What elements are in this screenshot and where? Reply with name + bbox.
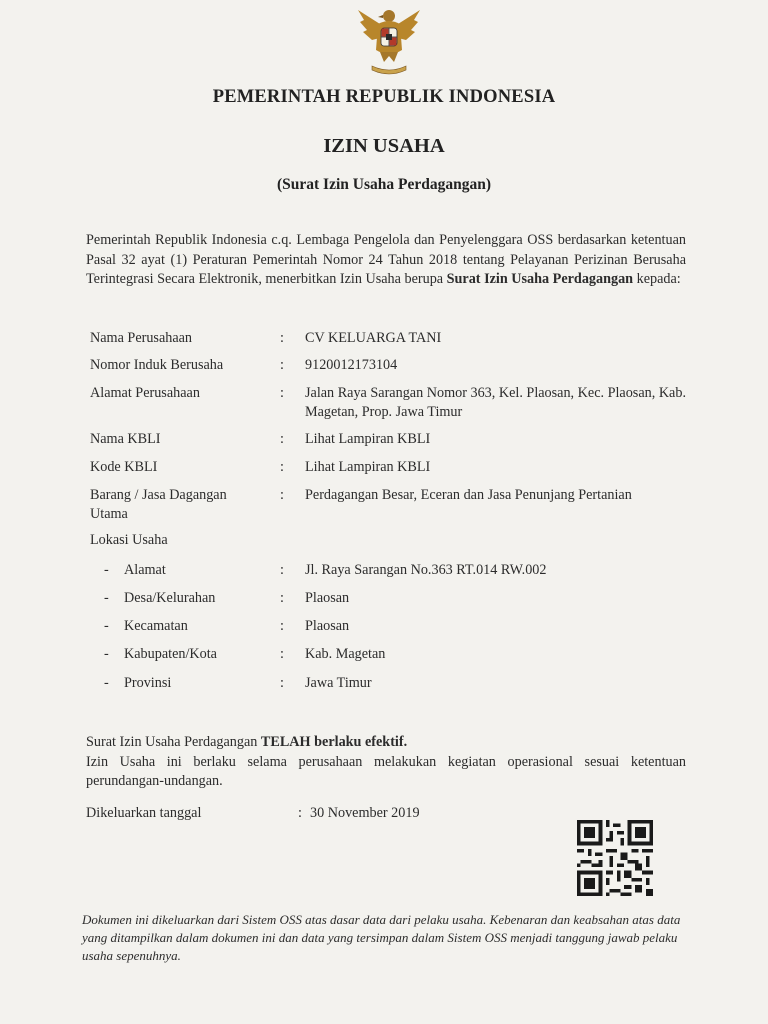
field-value: 9120012173104 xyxy=(305,357,398,373)
effective-text: Izin Usaha ini berlaku selama perusahaan melakukan kegiatan operasional sesuai ketentuan perundangan-undangan. xyxy=(86,753,686,789)
disclaimer-note: Dokumen ini dikeluarkan dari Sistem OSS atas dasar data dari pelaku usaha. Kebenaran dan keabsahan atas data yang ditampilkan dalam dokumen ini dan data yang tersimpan dalam Sistem OSS menjadi tanggung jawab pelaku usaha sepenuhnya. xyxy=(82,912,681,963)
field-value: Perdagangan Besar, Eceran dan Jasa Penunjang Pertanian xyxy=(305,487,632,503)
lokasi-usaha-label: Lokasi Usaha xyxy=(90,532,168,548)
issued-date-label: Dikeluarkan tanggal xyxy=(86,805,202,821)
effective-bold: TELAH berlaku efektif. xyxy=(260,734,408,750)
field-colon: : xyxy=(280,357,284,373)
field-value: CV KELUARGA TANI xyxy=(305,330,442,346)
intro-text: Pemerintah Republik Indonesia c.q. Lembaga Pengelola dan Penyelenggara OSS berdasarkan ketentuan Pasal 32 ayat (1) Peraturan Pemerintah Nomor 24 Tahun 2018 tentang Pelayanan Perizinan Berusaha Terintegrasi Secara Elektronik, menerbitkan Izin Usaha berupa xyxy=(86,232,686,287)
field-label: Nomor Induk Berusaha xyxy=(90,357,224,373)
field-label: Nama KBLI xyxy=(90,431,161,447)
field-colon: : xyxy=(280,385,284,401)
field-label: Kode KBLI xyxy=(90,459,158,475)
document-title: IZIN USAHA xyxy=(323,135,445,157)
field-colon: : xyxy=(280,618,284,634)
garuda-emblem-icon xyxy=(350,4,428,78)
intro-bold-text: Surat Izin Usaha Perdagangan xyxy=(446,271,634,287)
field-label: Nama Perusahaan xyxy=(90,330,193,346)
field-colon: : xyxy=(280,675,284,691)
location-value: Plaosan xyxy=(305,590,350,606)
location-label: Alamat xyxy=(124,562,166,578)
field-colon: : xyxy=(280,459,284,475)
field-colon: : xyxy=(280,330,284,346)
field-label: Barang / Jasa Dagangan Utama xyxy=(90,487,227,522)
intro-paragraph xyxy=(86,231,686,290)
effective-statement xyxy=(86,733,686,792)
list-dash: - xyxy=(104,562,109,578)
list-dash: - xyxy=(104,590,109,606)
location-value: Jl. Raya Sarangan No.363 RT.014 RW.002 xyxy=(305,562,547,578)
location-label: Provinsi xyxy=(124,675,172,691)
issued-date-value: 30 November 2019 xyxy=(310,805,420,821)
location-label: Kecamatan xyxy=(124,618,188,634)
field-colon: : xyxy=(280,487,284,503)
list-dash: - xyxy=(104,675,109,691)
location-label: Kabupaten/Kota xyxy=(124,646,217,662)
field-colon: : xyxy=(280,562,284,578)
location-label: Desa/Kelurahan xyxy=(124,590,216,606)
list-dash: - xyxy=(104,618,109,634)
field-colon: : xyxy=(280,590,284,606)
location-value: Kab. Magetan xyxy=(305,646,386,662)
field-value: Lihat Lampiran KBLI xyxy=(305,459,431,475)
issued-date-colon: : xyxy=(298,805,302,821)
location-value: Plaosan xyxy=(305,618,350,634)
effective-prefix: Surat Izin Usaha Perdagangan xyxy=(86,734,261,750)
field-label: Alamat Perusahaan xyxy=(90,385,200,401)
field-colon: : xyxy=(280,646,284,662)
field-value: Lihat Lampiran KBLI xyxy=(305,431,431,447)
qr-code-icon xyxy=(574,820,656,896)
location-value: Jawa Timur xyxy=(305,675,372,691)
intro-suffix: kepada: xyxy=(633,271,681,287)
field-colon: : xyxy=(280,431,284,447)
government-title: PEMERINTAH REPUBLIK INDONESIA xyxy=(212,87,556,107)
list-dash: - xyxy=(104,646,109,662)
document-subtitle: (Surat Izin Usaha Perdagangan) xyxy=(276,176,491,193)
field-value: Jalan Raya Sarangan Nomor 363, Kel. Plaosan, Kec. Plaosan, Kab. Magetan, Prop. Jawa Timur xyxy=(305,385,686,420)
